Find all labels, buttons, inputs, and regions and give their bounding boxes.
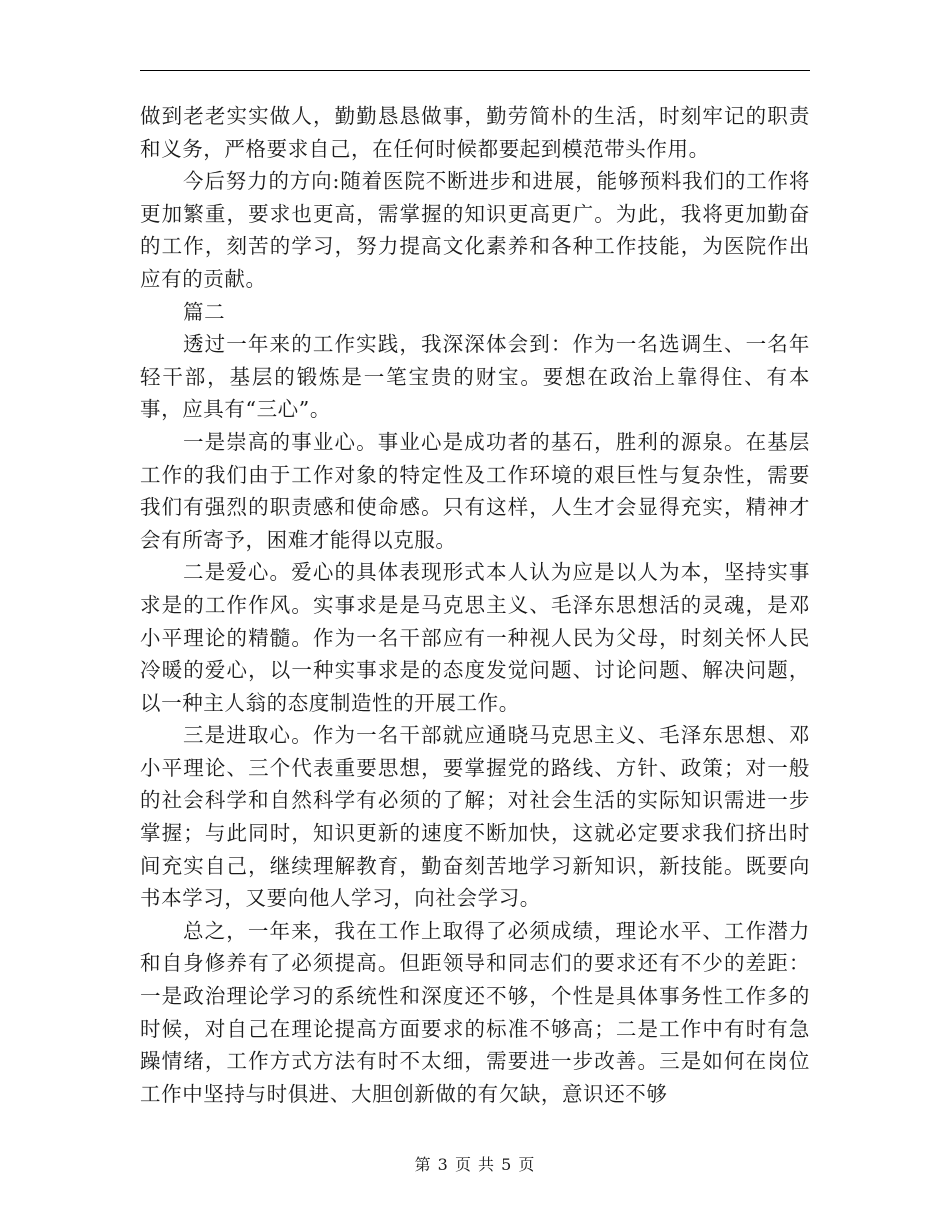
- paragraph: 一是崇高的事业心。事业心是成功者的基石，胜利的源泉。在基层工作的我们由于工作对象的特定性及工作环境的艰巨性与复杂性，需要我们有强烈的职责感和使命感。只有这样，人生才会显得充实，精神才会有所寄予，困难才能得以克服。: [140, 429, 810, 552]
- paragraph: 透过一年来的工作实践，我深深体会到：作为一名选调生、一名年轻干部，基层的锻炼是一笔宝贵的财宝。要想在政治上靠得住、有本事，应具有“三心”。: [140, 332, 810, 422]
- paragraph: 做到老老实实做人，勤勤恳恳做事，勤劳简朴的生活，时刻牢记的职责和义务，严格要求自己，在任何时候都要起到模范带头作用。: [140, 104, 810, 161]
- header-rule: [140, 70, 810, 71]
- document-body: [140, 100, 810, 1110]
- paragraph: 三是进取心。作为一名干部就应通晓马克思主义、毛泽东思想、邓小平理论、三个代表重要思想，要掌握党的路线、方针、政策；对一般的社会科学和自然科学有必须的了解；对社会生活的实际知识需进一步掌握；与此同时，知识更新的速度不断加快，这就必定要求我们挤出时间充实自己，继续理解教育，勤奋刻苦地学习新知识，新技能。既要向书本学习，又要向他人学习，向社会学习。: [140, 723, 810, 911]
- paragraph: 二是爱心。爱心的具体表现形式本人认为应是以人为本，坚持实事求是的工作作风。实事求是是马克思主义、毛泽东思想活的灵魂，是邓小平理论的精髓。作为一名干部应有一种视人民为父母，时刻关怀人民冷暖的爱心，以一种实事求是的态度发觉问题、讨论问题、解决问题，以一种主人翁的态度制造性的开展工作。: [140, 560, 810, 715]
- paragraph: 总之，一年来，我在工作上取得了必须成绩，理论水平、工作潜力和自身修养有了必须提高。但距领导和同志们的要求还有不少的差距：一是政治理论学习的系统性和深度还不够，个性是具体事务性工作多的时候，对自己在理论提高方面要求的标准不够高；二是工作中有时有急躁情绪，工作方式方法有时不太细，需要进一步改善。三是如何在岗位工作中坚持与时俱进、大胆创新做的有欠缺，意识还不够: [140, 918, 810, 1106]
- paragraph: 今后努力的方向:随着医院不断进步和进展，能够预料我们的工作将更加繁重，要求也更高，需掌握的知识更高更广。为此，我将更加勤奋的工作，刻苦的学习，努力提高文化素养和各种工作技能，为医院作出应有的贡献。: [140, 169, 810, 291]
- page-number-footer: 第 3 页 共 5 页: [414, 1155, 536, 1174]
- section-heading: 篇二: [183, 299, 226, 324]
